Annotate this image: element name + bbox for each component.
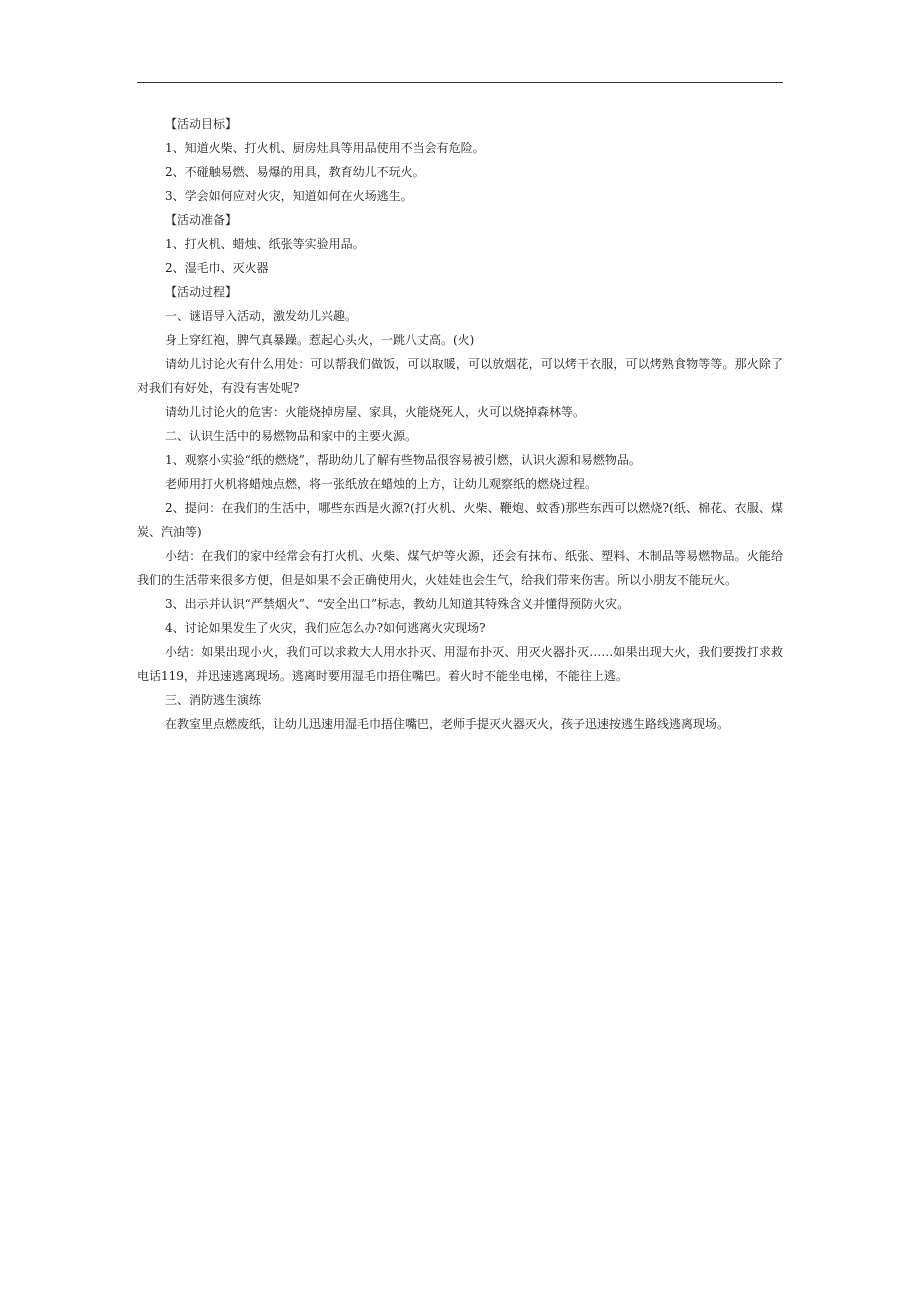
section-heading-goals: 【活动目标】 <box>165 117 238 131</box>
process-paragraph: 老师用打火机将蜡烛点燃，将一张纸放在蜡烛的上方，让幼儿观察纸的燃烧过程。 <box>165 477 598 491</box>
section-heading-process: 【活动过程】 <box>165 285 238 299</box>
process-paragraph: 请幼儿讨论火的危害：火能烧掉房屋、家具，火能烧死人，火可以烧掉森林等。 <box>165 405 586 419</box>
process-paragraph: 身上穿红袍，脾气真暴躁。惹起心头火，一跳八丈高。(火) <box>165 333 475 347</box>
process-paragraph: 4、讨论如果发生了火灾，我们应怎么办?如何逃离火灾现场? <box>165 621 486 635</box>
process-paragraph: 二、认识生活中的易燃物品和家中的主要火源。 <box>165 429 418 443</box>
process-paragraph: 2、提问：在我们的生活中，哪些东西是火源?(打火机、火柴、鞭炮、蚊香)那些东西可以燃烧?(纸、棉花、衣服、煤炭、汽油等) <box>137 501 783 539</box>
goal-item: 1、知道火柴、打火机、厨房灶具等用品使用不当会有危险。 <box>165 141 485 155</box>
preparation-item: 1、打火机、蜡烛、纸张等实验用品。 <box>165 237 365 251</box>
process-paragraph: 3、出示并认识“严禁烟火”、“安全出口”标志，教幼儿知道其特殊含义并懂得预防火灾。 <box>165 597 630 611</box>
process-paragraph: 一、谜语导入活动，激发幼儿兴趣。 <box>165 309 358 323</box>
preparation-item: 2、湿毛巾、灭火器 <box>165 261 269 275</box>
process-paragraph: 在教室里点燃废纸，让幼儿迅速用湿毛巾捂住嘴巴，老师手提灭火器灭火，孩子迅速按逃生路线逃离现场。 <box>165 717 730 731</box>
process-paragraph: 小结：在我们的家中经常会有打火机、火柴、煤气炉等火源，还会有抹布、纸张、塑料、木制品等易燃物品。火能给我们的生活带来很多方便，但是如果不会正确使用火，火娃娃也会生气，给我们带来伤害。所以小朋友不能玩火。 <box>137 549 783 587</box>
process-paragraph: 三、消防逃生演练 <box>165 693 262 707</box>
document-body <box>137 112 783 736</box>
process-paragraph: 小结：如果出现小火，我们可以求救大人用水扑灭、用湿布扑灭、用灭火器扑灭……如果出现大火，我们要拨打求救电话119，并迅速逃离现场。逃离时要用湿毛巾捂住嘴巴。着火时不能坐电梯，不能往上逃。 <box>137 645 783 683</box>
process-paragraph: 请幼儿讨论火有什么用处：可以帮我们做饭，可以取暖，可以放烟花，可以烤干衣服，可以烤熟食物等等。那火除了对我们有好处，有没有害处呢? <box>137 357 783 395</box>
section-heading-preparation: 【活动准备】 <box>165 213 238 227</box>
header-rule <box>137 82 783 83</box>
goal-item: 2、不碰触易燃、易爆的用具，教育幼儿不玩火。 <box>165 165 425 179</box>
goal-item: 3、学会如何应对火灾，知道如何在火场逃生。 <box>165 189 413 203</box>
process-paragraph: 1、观察小实验“纸的燃烧”，帮助幼儿了解有些物品很容易被引燃，认识火源和易燃物品。 <box>165 453 641 467</box>
